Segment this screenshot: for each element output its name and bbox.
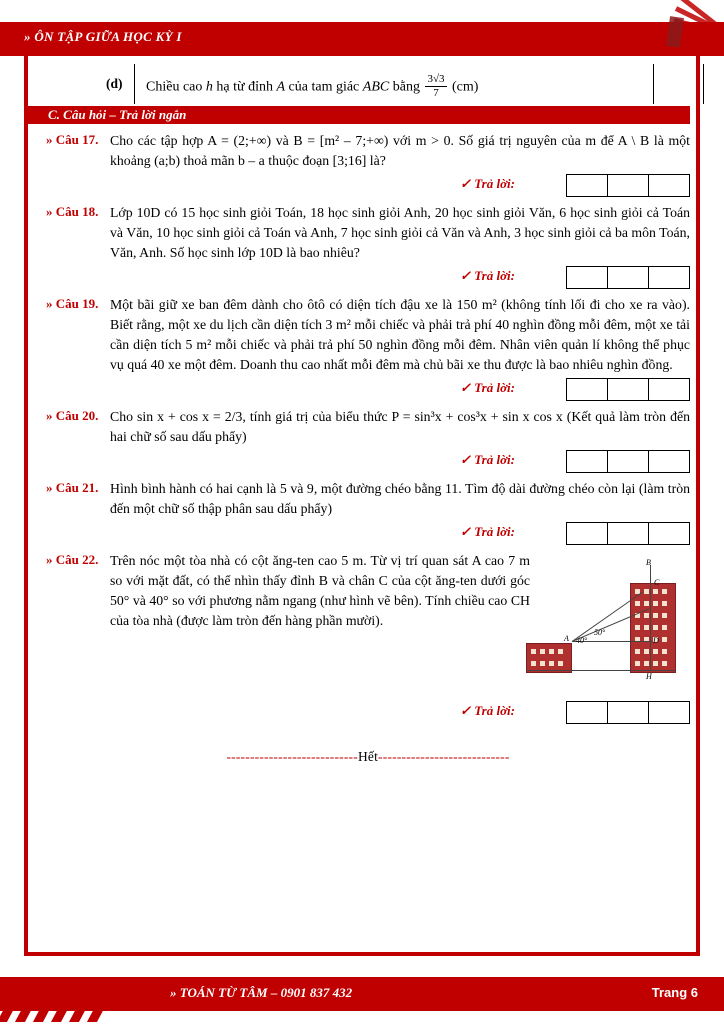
- answer-boxes-17[interactable]: [567, 174, 690, 197]
- question-21-text: Hình bình hành có hai cạnh là 5 và 9, một đường chéo bằng 11. Tìm độ dài đường chéo còn lại (làm tròn đến một chữ số thập phân sau dấu phẩy): [110, 481, 690, 516]
- figure-label-A: A: [564, 634, 569, 643]
- answer-cell[interactable]: [566, 378, 608, 401]
- answer-label-17: ✓ Trả lời:: [460, 176, 515, 191]
- question-17: [46, 131, 690, 171]
- answer-row-18: [46, 266, 690, 288]
- content-area: [46, 64, 690, 765]
- header-decoration: [584, 0, 724, 60]
- answer-cell[interactable]: [607, 522, 649, 545]
- od-text-mid: hạ từ đỉnh: [216, 79, 273, 95]
- question-22-number: » Câu 22.: [46, 552, 99, 567]
- bottom-accent-bar: [24, 952, 700, 956]
- answer-boxes-19[interactable]: [567, 378, 690, 401]
- answer-cell[interactable]: [648, 522, 690, 545]
- footer-title: » TOÁN TỪ TÂM – 0901 837 432: [170, 985, 353, 1000]
- question-19-text: Một bãi giữ xe ban đêm dành cho ôtô có diện tích đậu xe là 150 m² (không tính lối đi cho xe ra vào). Biết rằng, một xe du lịch cần diện tích 3 m² mỗi chiếc và phải trả phí 40 nghìn đồng mỗi đêm, một xe tải cần diện tích 5 m² mỗi chiếc và phải trả phí 50 nghìn đồng mỗi đêm. Nhân viên quản lí không thể phục vụ quá 40 xe một đêm. Doanh thu cao nhất mỗi đêm mà chủ bãi xe thu được là bao nhiêu nghìn đồng.: [110, 297, 690, 372]
- answer-cell[interactable]: [566, 701, 608, 724]
- answer-boxes-21[interactable]: [567, 522, 690, 545]
- answer-label-21: ✓ Trả lời:: [460, 524, 515, 539]
- end-dashes-right: ----------------------------: [378, 749, 510, 764]
- question-21: [46, 479, 690, 519]
- answer-cell[interactable]: [648, 450, 690, 473]
- question-17-number: » Câu 17.: [46, 132, 99, 147]
- od-A: A: [276, 79, 286, 95]
- option-d-label: (d): [106, 76, 123, 91]
- question-20: [46, 407, 690, 447]
- question-20-number: » Câu 20.: [46, 408, 99, 423]
- question-18-text: Lớp 10D có 15 học sinh giỏi Toán, 18 học sinh giỏi Anh, 20 học sinh giỏi Văn, 6 học sinh giỏi cả Toán và Văn, 10 học sinh giỏi cả Toán và Anh, 7 học sinh giỏi cả Văn và Anh, 3 học sinh giỏi cả ba môn Toán, Văn, Anh. Số học sinh lớp 10D là bao nhiêu?: [110, 205, 690, 260]
- answer-row-17: [46, 174, 690, 196]
- divider-line: [134, 64, 135, 104]
- footer-decoration: [0, 974, 170, 1024]
- answer-cell[interactable]: [648, 266, 690, 289]
- answer-cell[interactable]: [607, 174, 649, 197]
- left-accent-bar: [24, 56, 28, 956]
- footer-page-number: Trang 6: [651, 985, 698, 1000]
- od-text-after: bằng: [392, 79, 420, 95]
- answer-cell[interactable]: [566, 450, 608, 473]
- answer-boxes-18[interactable]: [567, 266, 690, 289]
- ground-line: [526, 670, 676, 671]
- answer-cell[interactable]: [648, 378, 690, 401]
- answer-cell[interactable]: [566, 522, 608, 545]
- answer-row-22: [46, 701, 690, 723]
- answer-label-18: ✓ Trả lời:: [460, 268, 515, 283]
- od-frac-num: 3√3: [427, 73, 445, 85]
- divider-line-3: [703, 64, 704, 104]
- od-h: h: [205, 79, 213, 95]
- header-title: » ÔN TẬP GIỮA HỌC KỲ I: [24, 29, 182, 44]
- question-21-number: » Câu 21.: [46, 480, 99, 495]
- divider-line-2: [653, 64, 654, 104]
- answer-row-21: [46, 522, 690, 544]
- question-20-text: Cho sin x + cos x = 2/3, tính giá trị của biểu thức P = sin³x + cos³x + sin x cos x (Kết quả làm tròn đến hai chữ số sau dấu phẩy): [110, 409, 690, 444]
- answer-cell[interactable]: [648, 174, 690, 197]
- building-observer: [526, 643, 572, 673]
- answer-row-19: [46, 378, 690, 400]
- question-19-number: » Câu 19.: [46, 296, 99, 311]
- end-word: Hết: [357, 749, 379, 764]
- question-18: [46, 203, 690, 263]
- answer-cell[interactable]: [607, 701, 649, 724]
- answer-boxes-22[interactable]: [567, 701, 690, 724]
- end-dashes-left: ----------------------------: [226, 749, 358, 764]
- figure-antenna-building: [522, 557, 690, 681]
- figure-angle-50: 50°: [594, 628, 606, 637]
- od-text-mid2: của tam giác: [288, 79, 360, 95]
- question-19: [46, 295, 690, 375]
- section-header-bar: [24, 106, 690, 124]
- question-22-text: Trên nóc một tòa nhà có cột ăng-ten cao 5 m. Từ vị trí quan sát A cao 7 m so với mặt đất, có thể nhìn thấy đỉnh B và chân C của cột ăng-ten dưới góc 50° và 40° so với phương nằm ngang (như hình vẽ bên). Tính chiều cao CH của tòa nhà (được làm tròn đến hàng phần mười).: [110, 553, 530, 628]
- answer-cell[interactable]: [566, 266, 608, 289]
- figure-label-D: D: [653, 636, 659, 645]
- answer-cell[interactable]: [607, 266, 649, 289]
- answer-cell[interactable]: [607, 378, 649, 401]
- od-text-before: Chiều cao: [146, 79, 203, 95]
- figure-angle-40: 40°: [576, 636, 588, 645]
- figure-label-C: C: [654, 578, 660, 587]
- question-18-number: » Câu 18.: [46, 204, 99, 219]
- answer-cell[interactable]: [566, 174, 608, 197]
- od-frac-den: 7: [433, 86, 439, 99]
- vertical-CH: [650, 585, 651, 671]
- answer-label-20: ✓ Trả lời:: [460, 452, 515, 467]
- row-option-d: [106, 64, 690, 104]
- answer-cell[interactable]: [607, 450, 649, 473]
- answer-boxes-20[interactable]: [567, 450, 690, 473]
- right-accent-bar: [696, 56, 700, 956]
- answer-cell[interactable]: [648, 701, 690, 724]
- od-unit: (cm): [452, 79, 479, 95]
- answer-label-19: ✓ Trả lời:: [460, 380, 515, 395]
- question-22: [46, 551, 690, 679]
- answer-label-22: ✓ Trả lời:: [460, 703, 515, 718]
- figure-label-B: B: [646, 558, 651, 567]
- answer-row-20: [46, 450, 690, 472]
- od-fraction: [425, 73, 446, 99]
- figure-label-H: H: [646, 672, 652, 681]
- end-of-exam-marker: [46, 749, 690, 765]
- option-d-text: [146, 74, 478, 100]
- od-ABC: ABC: [362, 79, 390, 95]
- section-header-title: C. Câu hỏi – Trả lời ngắn: [48, 107, 187, 122]
- question-17-text: Cho các tập hợp A = (2;+∞) và B = [m² – 7;+∞) với m > 0. Số giá trị nguyên của m để A \ B là một khoảng (a;b) thoả mãn b – a thuộc đoạn [3;16] là?: [110, 133, 690, 168]
